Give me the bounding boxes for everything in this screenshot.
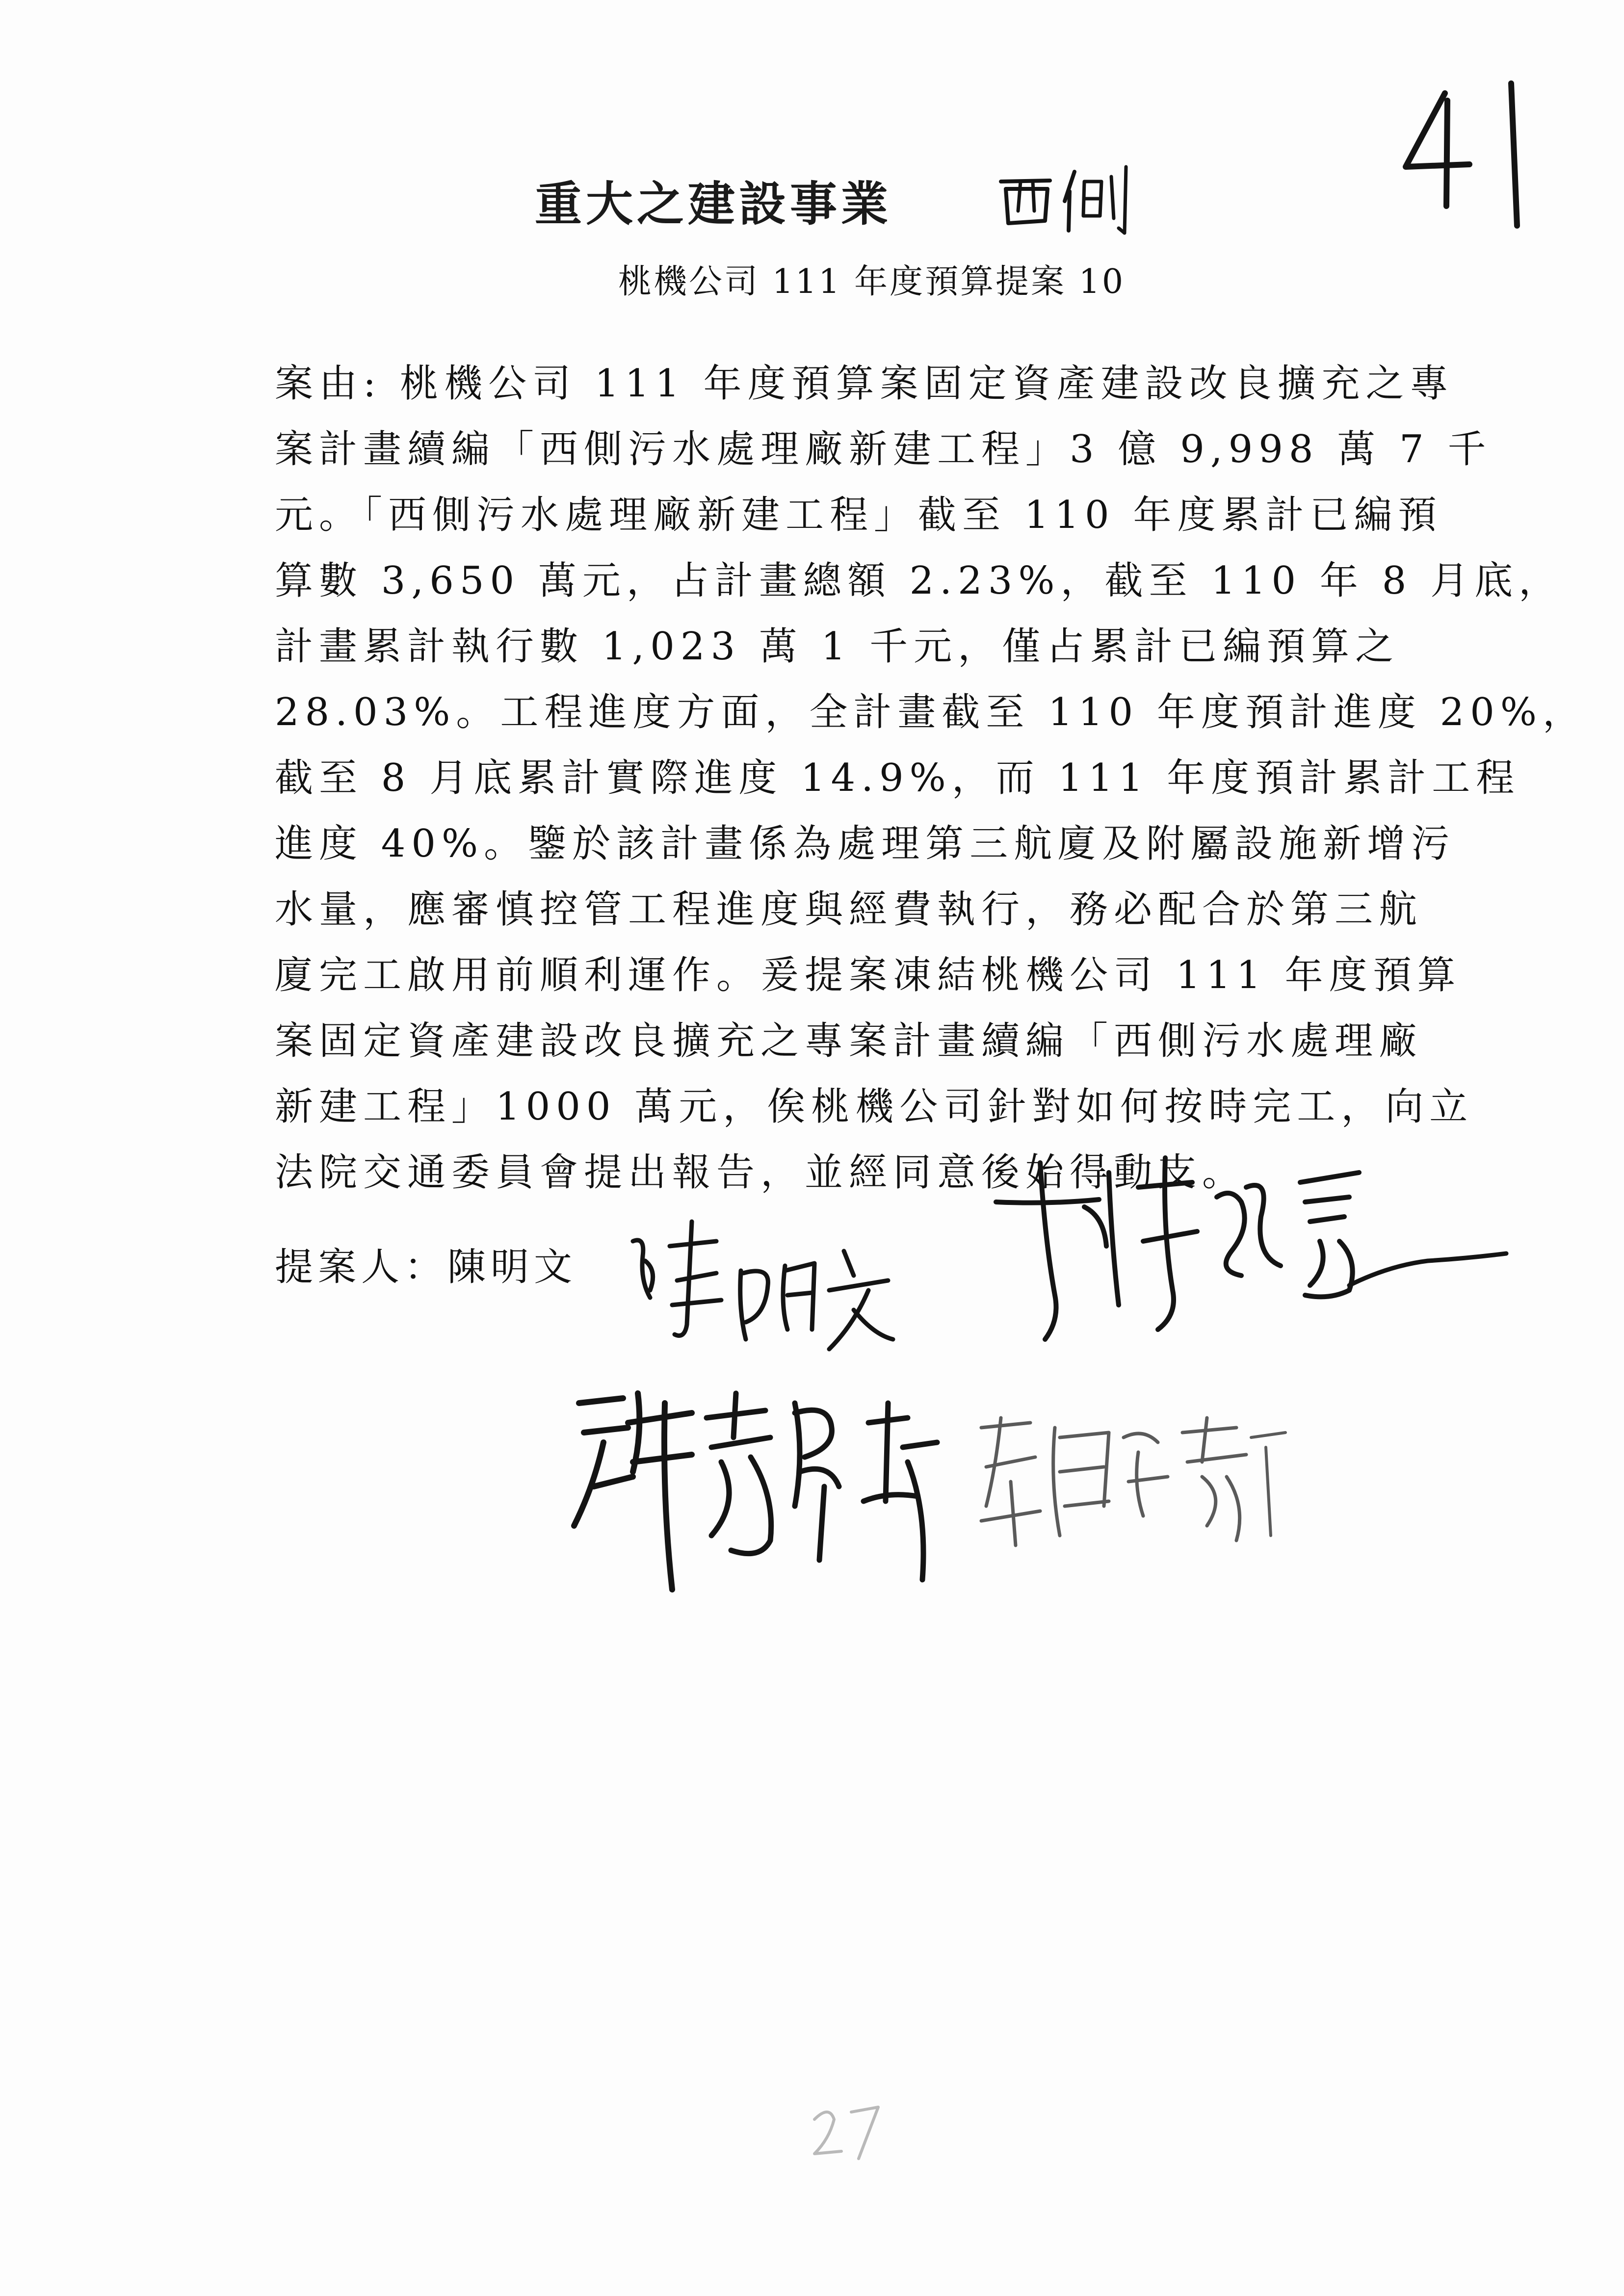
- body-line: 進度 40%。鑒於該計畫係為處理第三航廈及附屬設施新增污: [275, 822, 1456, 866]
- body-line: 計畫累計執行數 1,023 萬 1 千元，僅占累計已編預算之: [275, 625, 1400, 669]
- proposer-name: 陳明文: [447, 1245, 577, 1289]
- body-line: 元。「西側污水處理廠新建工程」截至 110 年度累計已編預: [275, 493, 1442, 537]
- body-line: 截至 8 月底累計實際進度 14.9%，而 111 年度預計累計工程: [275, 756, 1520, 800]
- body-line: 案計畫續編「西側污水處理廠新建工程」3 億 9,998 萬 7 千: [275, 427, 1492, 471]
- proposer: [275, 1236, 577, 1291]
- body-line: 案由: 桃機公司 111 年度預算案固定資產建設改良擴充之專: [275, 362, 1454, 406]
- signature-chen: [623, 1212, 898, 1374]
- body-line: 案固定資產建設改良擴充之專案計畫續編「西側污水處理廠: [275, 1019, 1423, 1063]
- body-line: 水量，應審慎控管工程進度與經費執行，務必配合於第三航: [275, 887, 1423, 932]
- signature-zhong: [971, 1408, 1295, 1560]
- proposer-label: 提案人：: [275, 1245, 448, 1289]
- body-line: 算數 3,650 萬元，占計畫總額 2.23%，截至 110 年 8 月底，: [275, 559, 1563, 603]
- faint-page-mark: [805, 2095, 883, 2164]
- document-subtitle: 桃機公司 111 年度預算提案 10: [618, 262, 1126, 301]
- body-line: 28.03%。工程進度方面，全計畫截至 110 年度預計進度 20%，: [275, 690, 1587, 734]
- stamp-title: 重大之建設事業: [535, 176, 892, 232]
- signature-xu: [564, 1374, 947, 1604]
- handwritten-note: [996, 162, 1138, 235]
- handwritten-page-number: [1388, 74, 1550, 235]
- body-line: 法院交通委員會提出報告，並經同意後始得動支。: [275, 1150, 1247, 1195]
- body-line: 廈完工啟用前順利運作。爰提案凍結桃機公司 111 年度預算: [275, 953, 1462, 997]
- body-line: 新建工程」1000 萬元，俟桃機公司針對如何按時完工，向立: [275, 1085, 1474, 1129]
- signature-lin: [986, 1143, 1516, 1354]
- proposal-body: [275, 351, 1587, 1205]
